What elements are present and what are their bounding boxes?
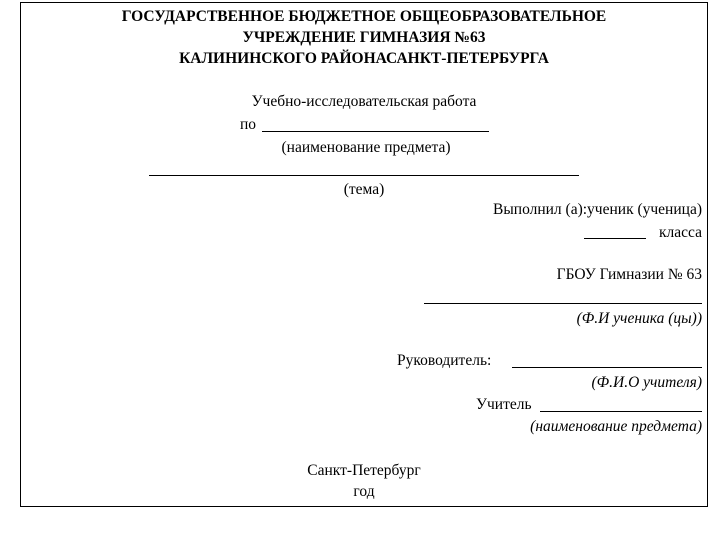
city-label: Санкт-Петербург — [307, 462, 421, 479]
work-title: Учебно-исследовательская работа — [251, 93, 477, 110]
class-label: класса — [659, 224, 702, 241]
teacher-label: Учитель — [476, 396, 532, 413]
supervisor-blank-line — [512, 367, 702, 368]
subject-caption: (наименование предмета) — [281, 139, 451, 156]
supervisor-label: Руководитель: — [397, 352, 492, 369]
topic-blank-line — [149, 175, 579, 176]
header-line-1: ГОСУДАРСТВЕННОЕ БЮДЖЕТНОЕ ОБЩЕОБРАЗОВАТЕЛЬНОЕ — [121, 8, 607, 25]
supervisor-name-caption: (Ф.И.О учителя) — [591, 374, 702, 391]
subject-prefix: по — [240, 116, 257, 133]
school-label: ГБОУ Гимназии № 63 — [556, 266, 702, 283]
year-label: год — [353, 483, 375, 500]
teacher-subject-caption: (наименование предмета) — [530, 418, 702, 435]
header-line-3: КАЛИНИНСКОГО РАЙОНАСАНКТ-ПЕТЕРБУРГА — [179, 50, 549, 67]
subject-blank-line — [262, 131, 489, 132]
student-name-blank-line — [424, 303, 702, 304]
topic-caption: (тема) — [343, 181, 385, 198]
class-blank-line — [584, 238, 646, 239]
header-line-2: УЧРЕЖДЕНИЕ ГИМНАЗИЯ №63 — [242, 29, 486, 46]
teacher-subject-blank-line — [540, 411, 702, 412]
student-name-caption: (Ф.И ученика (цы)) — [576, 310, 702, 327]
performed-by-label: Выполнил (а):ученик (ученица) — [493, 201, 702, 218]
